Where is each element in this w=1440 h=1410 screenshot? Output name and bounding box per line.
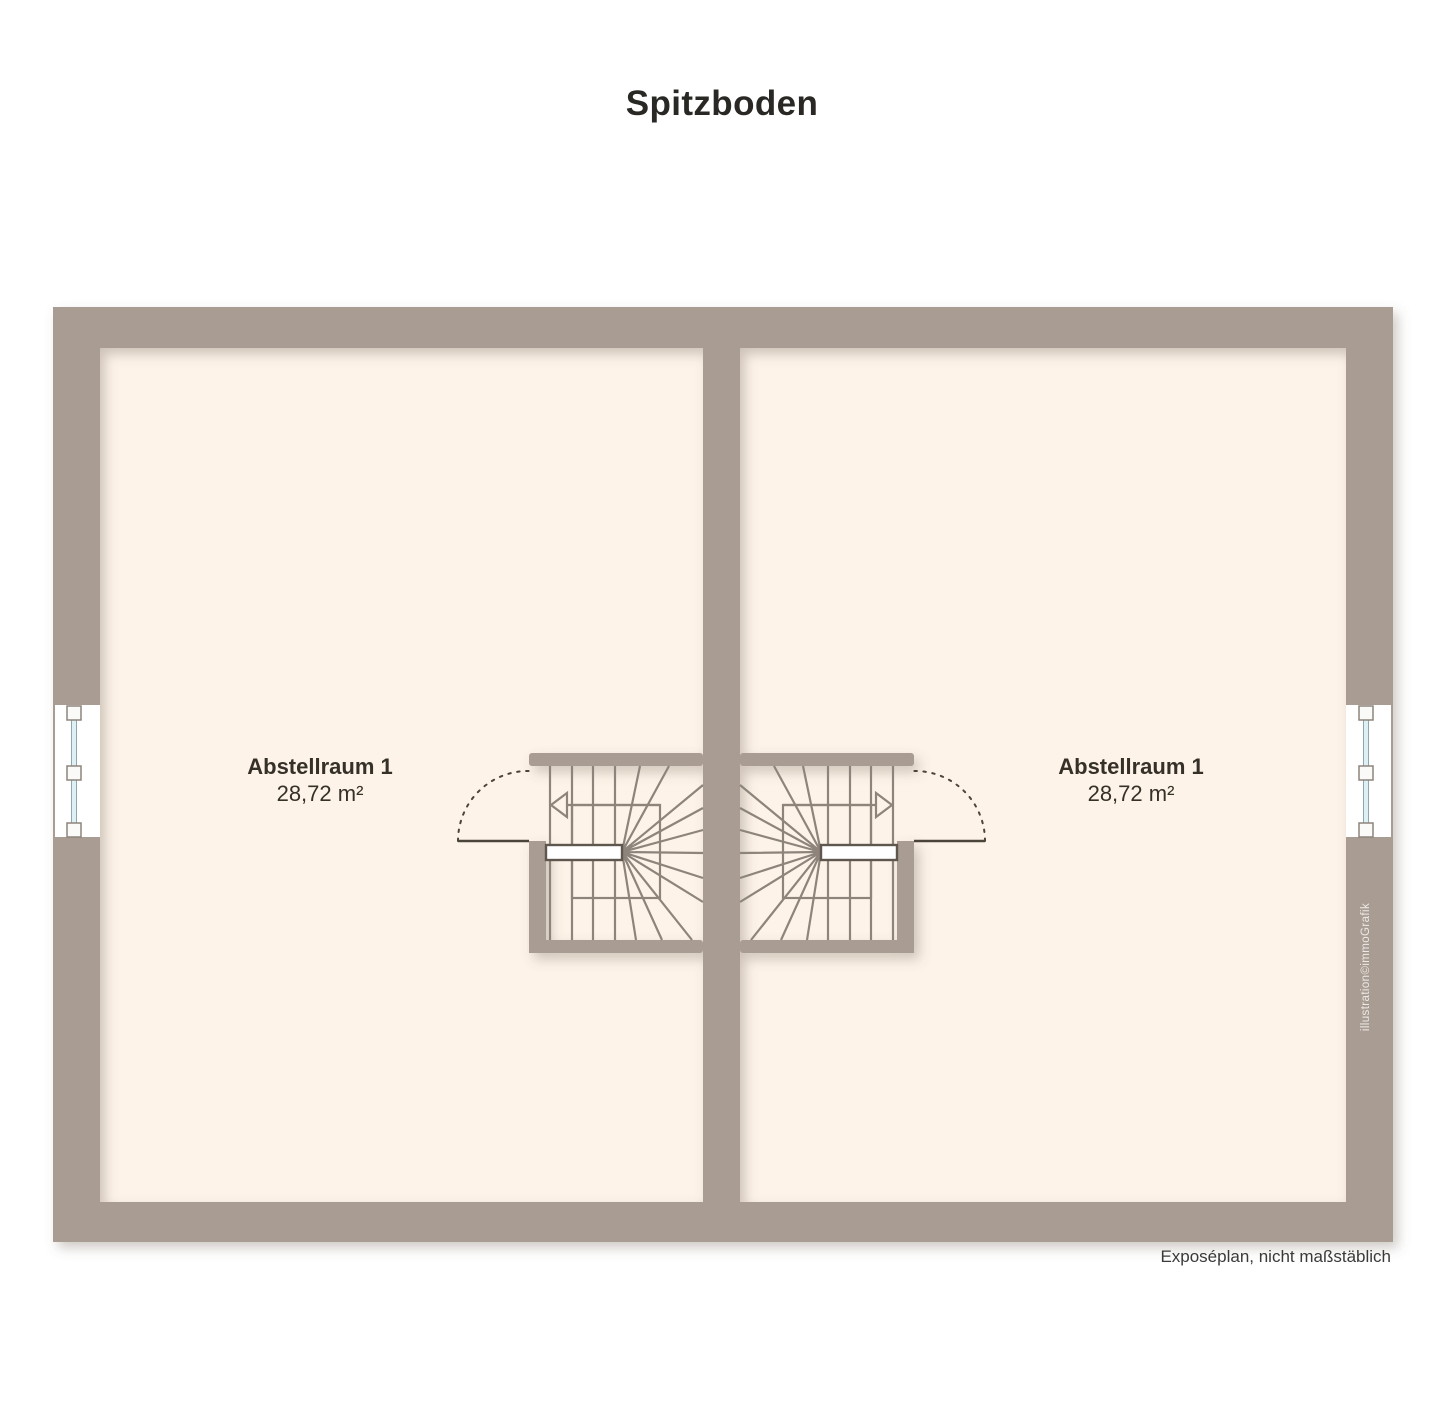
window-post bbox=[1359, 766, 1373, 780]
stairwell-wall bbox=[529, 940, 703, 953]
room-label-right bbox=[1058, 753, 1204, 807]
page-title: Spitzboden bbox=[625, 84, 819, 123]
window-post bbox=[1359, 823, 1373, 837]
window-post bbox=[1359, 706, 1373, 720]
window-post bbox=[67, 766, 81, 780]
window-post bbox=[67, 706, 81, 720]
room-name: Abstellraum 1 bbox=[247, 754, 393, 779]
disclaimer-caption: Exposéplan, nicht maßstäblich bbox=[1160, 1247, 1391, 1266]
window-post bbox=[67, 823, 81, 837]
room-area: 28,72 m² bbox=[276, 781, 364, 806]
room-area: 28,72 m² bbox=[1087, 781, 1175, 806]
stairwell-wall bbox=[740, 940, 914, 953]
watermark-credit: illustration©immoGrafik bbox=[1360, 902, 1372, 1032]
stairwell-wall bbox=[897, 841, 914, 953]
room-name: Abstellraum 1 bbox=[1058, 754, 1204, 779]
window-right bbox=[1346, 705, 1391, 837]
stairwell-wall bbox=[529, 841, 546, 953]
stairwell-wall bbox=[529, 753, 703, 766]
stairwell-wall bbox=[740, 753, 914, 766]
room-label-left bbox=[247, 753, 393, 807]
party-wall-center bbox=[703, 307, 740, 1242]
window-left bbox=[55, 705, 100, 837]
